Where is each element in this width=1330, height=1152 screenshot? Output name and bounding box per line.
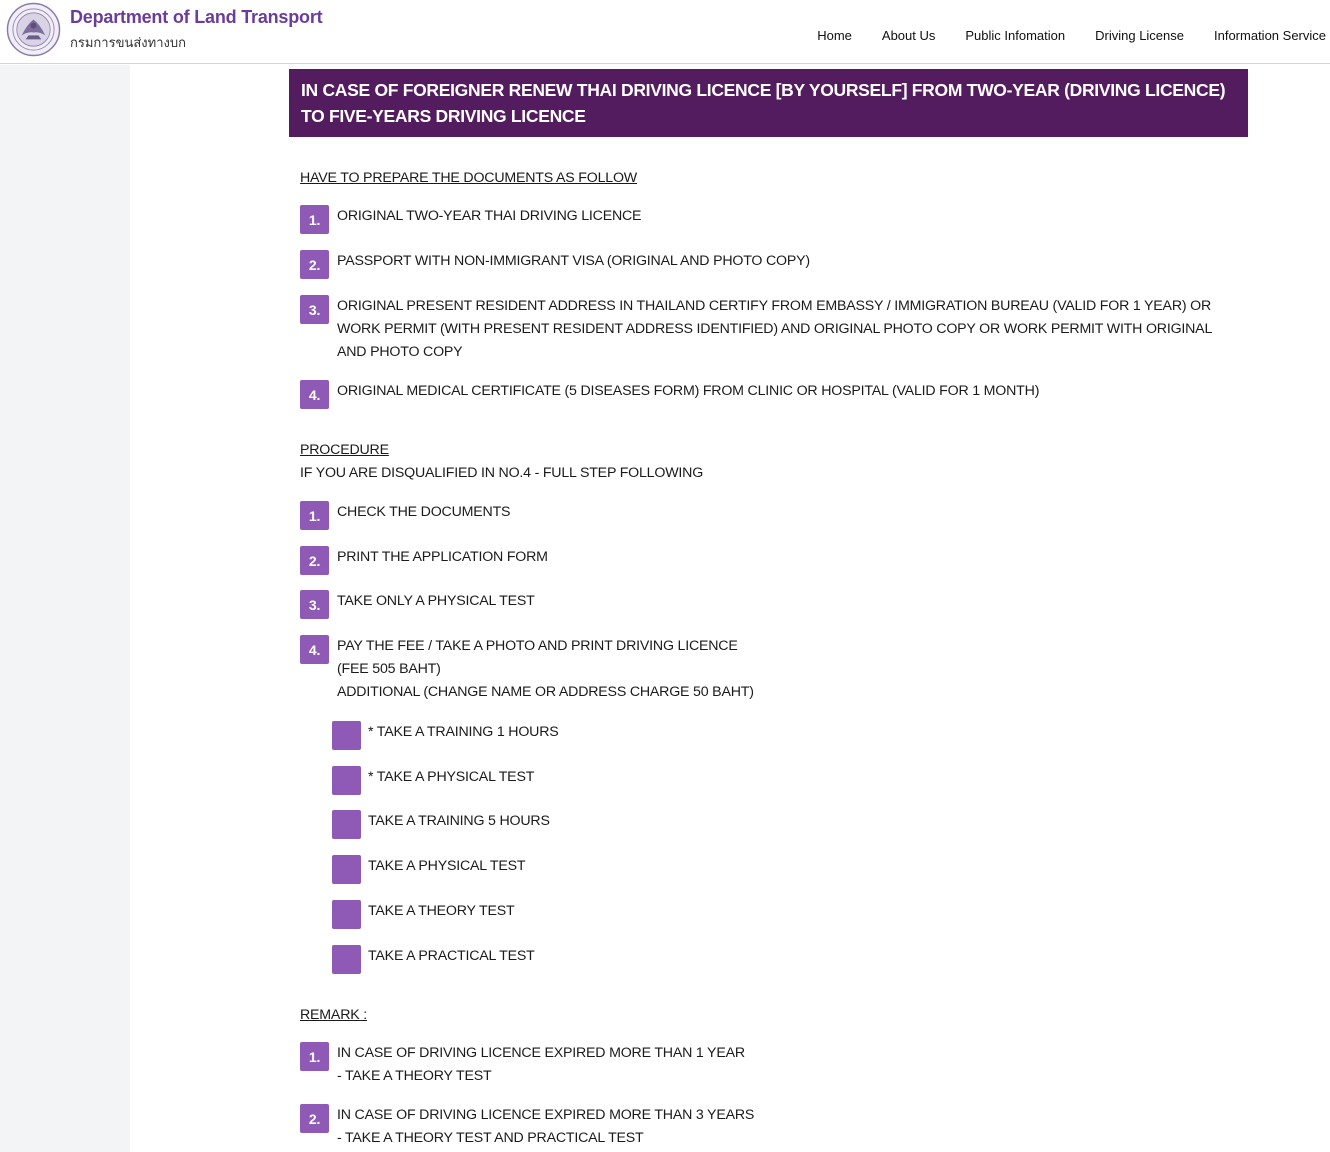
sub-step xyxy=(332,945,535,974)
sub-step xyxy=(332,721,559,750)
sub-step-text: TAKE A TRAINING 5 HOURS xyxy=(368,813,550,829)
remark-heading: REMARK : xyxy=(300,1007,367,1023)
sub-step xyxy=(332,810,550,839)
document-item xyxy=(300,380,1240,409)
sub-step-text: * TAKE A TRAINING 1 HOURS xyxy=(368,724,559,740)
site-header xyxy=(0,0,1330,64)
number-badge: 3. xyxy=(300,295,329,324)
number-badge: 2. xyxy=(300,546,329,575)
nav-driving-license[interactable]: Driving License xyxy=(1095,28,1184,43)
document-item xyxy=(300,250,1240,279)
document-text-line: WORK PERMIT (WITH PRESENT RESIDENT ADDRESS IDENTIFIED) AND ORIGINAL PHOTO COPY OR WORK PERMIT WITH ORIGINAL xyxy=(337,321,1213,337)
procedure-step xyxy=(300,546,1240,575)
number-badge: 1. xyxy=(300,205,329,234)
site-title[interactable]: Department of Land Transport xyxy=(70,7,323,27)
document-item xyxy=(300,205,1240,234)
document-text-line: AND PHOTO COPY xyxy=(337,344,463,360)
sub-step-text: TAKE A PRACTICAL TEST xyxy=(368,948,535,964)
remark-item xyxy=(300,1104,1240,1150)
step-text xyxy=(337,635,754,704)
procedure-heading: PROCEDURE xyxy=(300,442,389,458)
sub-step-marker xyxy=(332,721,361,750)
sub-step-marker xyxy=(332,945,361,974)
step-text-line: ADDITIONAL (CHANGE NAME OR ADDRESS CHARGE 50 BAHT) xyxy=(337,684,754,700)
nav-public-information[interactable]: Public Infomation xyxy=(965,28,1066,43)
sub-step xyxy=(332,855,525,884)
step-text-line: PAY THE FEE / TAKE A PHOTO AND PRINT DRIVING LICENCE xyxy=(337,638,738,654)
sub-step xyxy=(332,766,534,795)
document-text xyxy=(337,295,1212,364)
step-text-line: (FEE 505 BAHT) xyxy=(337,661,441,677)
sub-step-text: * TAKE A PHYSICAL TEST xyxy=(368,769,535,785)
nav-about-us[interactable]: About Us xyxy=(881,28,936,43)
procedure-step xyxy=(300,590,1240,619)
sub-step-text: TAKE A THEORY TEST xyxy=(368,903,515,919)
left-sidebar xyxy=(0,65,130,1152)
procedure-subheading: IF YOU ARE DISQUALIFIED IN NO.4 - FULL STEP FOLLOWING xyxy=(300,465,704,481)
page-title: IN CASE OF FOREIGNER RENEW THAI DRIVING LICENCE [BY YOURSELF] FROM TWO-YEAR (DRIVING LICENCE) TO FIVE-YEARS DRIVING LICENCE xyxy=(289,69,1248,137)
number-badge: 3. xyxy=(300,590,329,619)
step-text: TAKE ONLY A PHYSICAL TEST xyxy=(337,593,535,609)
document-text: ORIGINAL MEDICAL CERTIFICATE (5 DISEASES FORM) FROM CLINIC OR HOSPITAL (VALID FOR 1 MONTH) xyxy=(337,383,1040,399)
sub-step xyxy=(332,900,514,929)
dlt-seal-icon[interactable] xyxy=(6,2,61,57)
number-badge: 2. xyxy=(300,1104,329,1133)
number-badge: 1. xyxy=(300,1042,329,1071)
step-text: PRINT THE APPLICATION FORM xyxy=(337,549,548,565)
sub-step-marker xyxy=(332,900,361,929)
document-text: ORIGINAL TWO-YEAR THAI DRIVING LICENCE xyxy=(337,208,642,224)
number-badge: 4. xyxy=(300,635,329,664)
sub-step-marker xyxy=(332,810,361,839)
remark-text-line: - TAKE A THEORY TEST AND PRACTICAL TEST xyxy=(337,1130,644,1146)
number-badge: 4. xyxy=(300,380,329,409)
document-text: PASSPORT WITH NON-IMMIGRANT VISA (ORIGINAL AND PHOTO COPY) xyxy=(337,253,810,269)
remark-text-line: IN CASE OF DRIVING LICENCE EXPIRED MORE THAN 3 YEARS xyxy=(337,1107,755,1123)
procedure-step xyxy=(300,501,1240,530)
remark-text-line: IN CASE OF DRIVING LICENCE EXPIRED MORE THAN 1 YEAR xyxy=(337,1045,745,1061)
sub-step-marker xyxy=(332,766,361,795)
sub-step-marker xyxy=(332,855,361,884)
remark-text xyxy=(337,1042,745,1088)
documents-heading: HAVE TO PREPARE THE DOCUMENTS AS FOLLOW xyxy=(300,170,637,186)
main-nav xyxy=(802,28,1326,43)
nav-information-service[interactable]: Information Service xyxy=(1214,28,1326,43)
nav-home[interactable]: Home xyxy=(817,28,852,43)
document-text-line: ORIGINAL PRESENT RESIDENT ADDRESS IN THAILAND CERTIFY FROM EMBASSY / IMMIGRATION BUREAU (VALID FOR 1 YEAR) OR xyxy=(337,298,1212,314)
step-text: CHECK THE DOCUMENTS xyxy=(337,504,511,520)
remark-text-line: - TAKE A THEORY TEST xyxy=(337,1068,492,1084)
site-subtitle-thai: กรมการขนส่งทางบก xyxy=(70,35,186,50)
procedure-step xyxy=(300,635,1240,704)
remark-item xyxy=(300,1042,1240,1088)
number-badge: 1. xyxy=(300,501,329,530)
document-item xyxy=(300,295,1240,364)
number-badge: 2. xyxy=(300,250,329,279)
sub-step-text: TAKE A PHYSICAL TEST xyxy=(368,858,526,874)
remark-text xyxy=(337,1104,754,1150)
